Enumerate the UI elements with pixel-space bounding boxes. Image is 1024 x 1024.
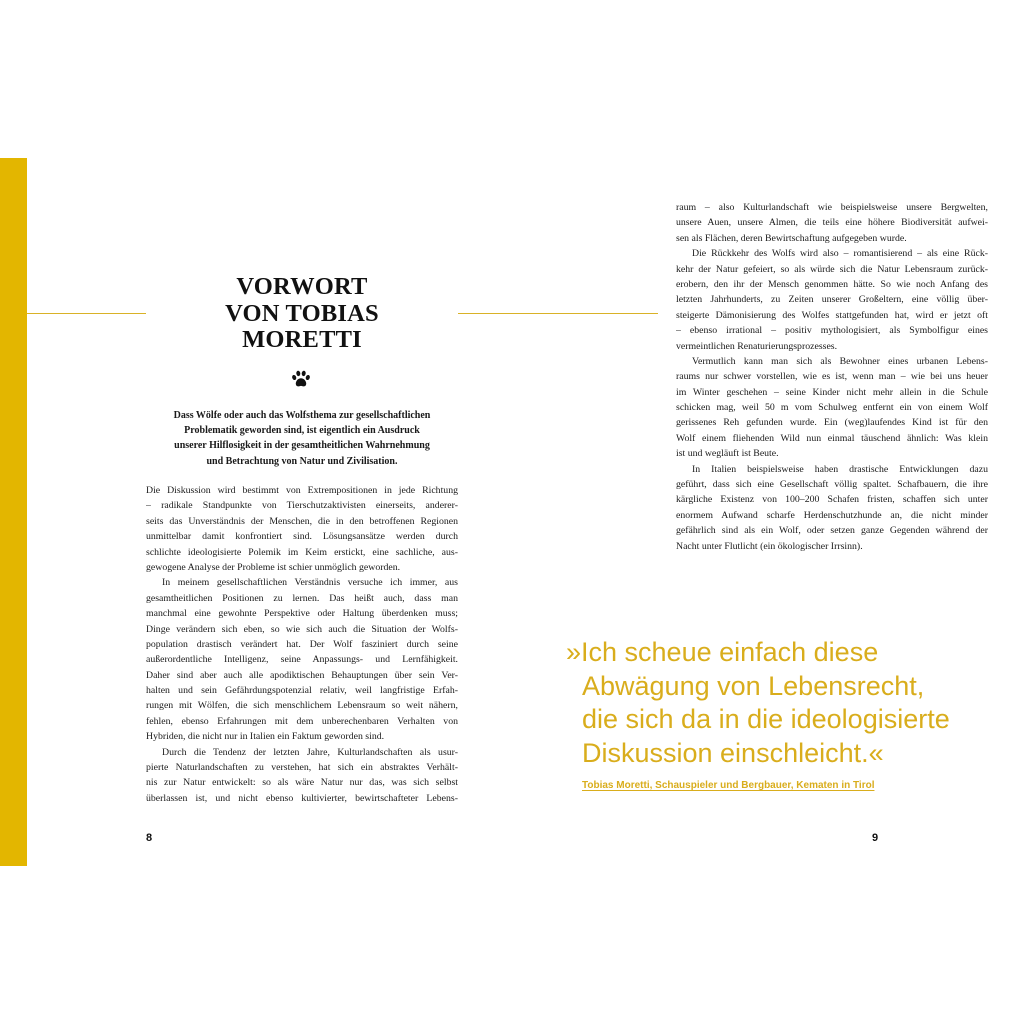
text-line: unsere Auen, unsere Almen, die teils eine höhere Biodiversität aufwei-: [676, 217, 988, 229]
text-line: unmittelbar damit konfrontiert sind. Lösungsansätze werden durch: [146, 531, 458, 543]
yellow-edge-bar: [0, 158, 27, 866]
text-line: Wolf einem fliehenden Wild nun einmal täuschend ähnlich: Was klein: [676, 432, 988, 444]
chapter-title: [146, 274, 458, 354]
text-line: manchmal eine gewohnte Perspektive oder Haltung überdenken muss;: [146, 608, 458, 620]
text-line: ist und wegläuft ist Beute.: [676, 448, 779, 460]
text-line: enormem Aufwand scharfe Herdenschutzhunde an, die nicht minder: [676, 509, 988, 521]
text-line: fehlen, ebenso Erfahrungen mit dem unberechenbaren Verhalten von: [146, 715, 458, 727]
text-line: letzten Jahrhunderts, zu Zeiten unserer Großeltern, eine völlig über-: [676, 294, 988, 306]
text-line: gesamtheitlichen Positionen zu lernen. Das heißt auch, dass man: [146, 592, 458, 604]
text-line: kärgliche Existenz von 100–200 Schafen fristen, schaffen sich unter: [676, 494, 988, 506]
text-line: Daher sind aber auch alle apodiktischen Behauptungen über sein Ver-: [146, 669, 458, 681]
text-line: raums nur schwer vorstellen, wie es ist, wenn man – wie bei uns heuer: [676, 371, 988, 383]
chapter-title-line: VON TOBIAS: [225, 299, 379, 327]
lead-line: Problematik geworden sind, ist eigentlich ein Ausdruck: [184, 425, 420, 437]
text-line: schicken mag, weil 50 m vom Schulweg entfernt ein von einem Wolf: [676, 402, 988, 414]
pull-quote-line: die sich da in die ideologisierte: [582, 704, 950, 734]
text-line: Die Rückkehr des Wolfs wird also – romantisierend – als eine Rück-: [692, 248, 988, 260]
text-line: gewogene Analyse der Probleme ist schier unmöglich geworden.: [146, 561, 401, 573]
text-line: steigerte Dämonisierung des Wolfes stattgefunden hat, wird er jetzt oft: [676, 309, 988, 321]
pull-quote-line: Diskussion einschleicht.«: [582, 737, 884, 768]
text-line: außerordentliche Intelligenz, seine Anpassungs- und Lernfähigkeit.: [146, 654, 458, 666]
paw-icon: [291, 370, 311, 388]
text-line: halten und sein Gefährdungspotenzial relativ, weil langfristige Erfah-: [146, 685, 458, 697]
text-line: Durch die Tendenz der letzten Jahre, Kulturlandschaften als usur-: [162, 746, 458, 758]
text-line: nis zur Natur entwickelt: so als wäre Natur nur das, was sich selbst: [146, 777, 458, 789]
pull-quote-line: »Ich scheue einfach diese: [566, 637, 879, 667]
text-line: Nacht unter Flutlicht (ein ökologischer Irrsinn).: [676, 540, 863, 552]
quote-attribution: Tobias Moretti, Schauspieler und Bergbauer, Kematen in Tirol: [582, 780, 875, 791]
lead-paragraph: [146, 408, 458, 469]
text-line: Vermutlich kann man sich als Bewohner eines urbanen Lebens-: [692, 355, 988, 367]
pull-quote-line: Abwägung von Lebensrecht,: [582, 670, 925, 701]
text-line: Hybriden, die nicht nur in Italien ein Faktum geworden sind.: [146, 731, 385, 743]
text-line: gefährlich sind als ein Wolf, oder setzen ganze Gegenden während der: [676, 525, 988, 537]
title-rule-right: [458, 313, 658, 314]
chapter-title-line: VORWORT: [236, 273, 368, 300]
text-line: – ebenso irrational – positiv mythologisiert, als Symbolfigur eines: [676, 325, 988, 337]
page-number-left: 8: [146, 832, 153, 844]
text-line: pierte Naturlandschaften zu verstehen, hat sich ein abstraktes Verhält-: [146, 762, 458, 774]
text-line: überlassen ist, und nicht ebenso kultivierter, bewirtschafteter Lebens-: [146, 792, 458, 804]
right-body-column: [676, 200, 988, 554]
page-number-right: 9: [872, 832, 879, 844]
text-line: erobern, den ihr der Mensch genommen hätte. So wie noch Anfang des: [676, 278, 988, 290]
text-line: Die Diskussion wird bestimmt von Extrempositionen in jede Richtung: [146, 485, 458, 496]
chapter-title-line: MORETTI: [242, 326, 362, 353]
text-line: raum – also Kulturlandschaft wie beispielsweise unsere Bergwelten,: [676, 202, 988, 213]
text-line: population drastisch verändert hat. Der Wolf fasziniert durch seine: [146, 638, 458, 650]
text-line: sen als Flächen, deren Bewirtschaftung aufgegeben wurde.: [676, 232, 907, 244]
text-line: rungen mit Wölfen, die sich menschlichem Lebensraum so weit nähern,: [146, 700, 458, 712]
text-line: schlichte ideologisierte Polemik im Keim erstickt, eine sachliche, aus-: [146, 546, 458, 558]
text-line: geführt, dass sich eine Gesellschaft völlig spaltet. Schafbauern, die ihre: [676, 479, 988, 491]
left-body-column: [146, 483, 458, 806]
text-line: vermeintlichen Renaturierungsprozesses.: [676, 340, 838, 352]
lead-line: Dass Wölfe oder auch das Wolfsthema zur gesellschaftlichen: [173, 410, 431, 421]
text-line: – radikale Standpunkte von Tierschutzaktivisten einerseits, anderer-: [146, 500, 458, 512]
lead-line: und Betrachtung von Natur und Zivilisation.: [206, 455, 398, 467]
lead-line: unserer Hilflosigkeit in der gesamtheitlichen Wahrnehmung: [174, 440, 430, 452]
text-line: gerissenes Reh gefunden wurde. Ein (weg)laufendes Kind ist für den: [676, 417, 988, 429]
text-line: In Italien beispielsweise haben drastische Entwicklungen dazu: [692, 463, 988, 475]
text-line: In meinem gesellschaftlichen Verständnis versuche ich immer, aus: [162, 577, 458, 589]
text-line: Dinge verändern sich eben, so wie sich auch die Situation der Wolfs-: [146, 623, 458, 635]
pull-quote: [566, 636, 1006, 770]
text-line: im Winter geschehen – seine Kinder nicht mehr allein in die Schule: [676, 386, 988, 398]
title-rule-left: [27, 313, 146, 314]
text-line: kehr der Natur gefeiert, so als würde sich die Natur Lebensraum zurück-: [676, 263, 988, 275]
text-line: seits das Unverständnis der Menschen, die in den betroffenen Regionen: [146, 515, 458, 527]
